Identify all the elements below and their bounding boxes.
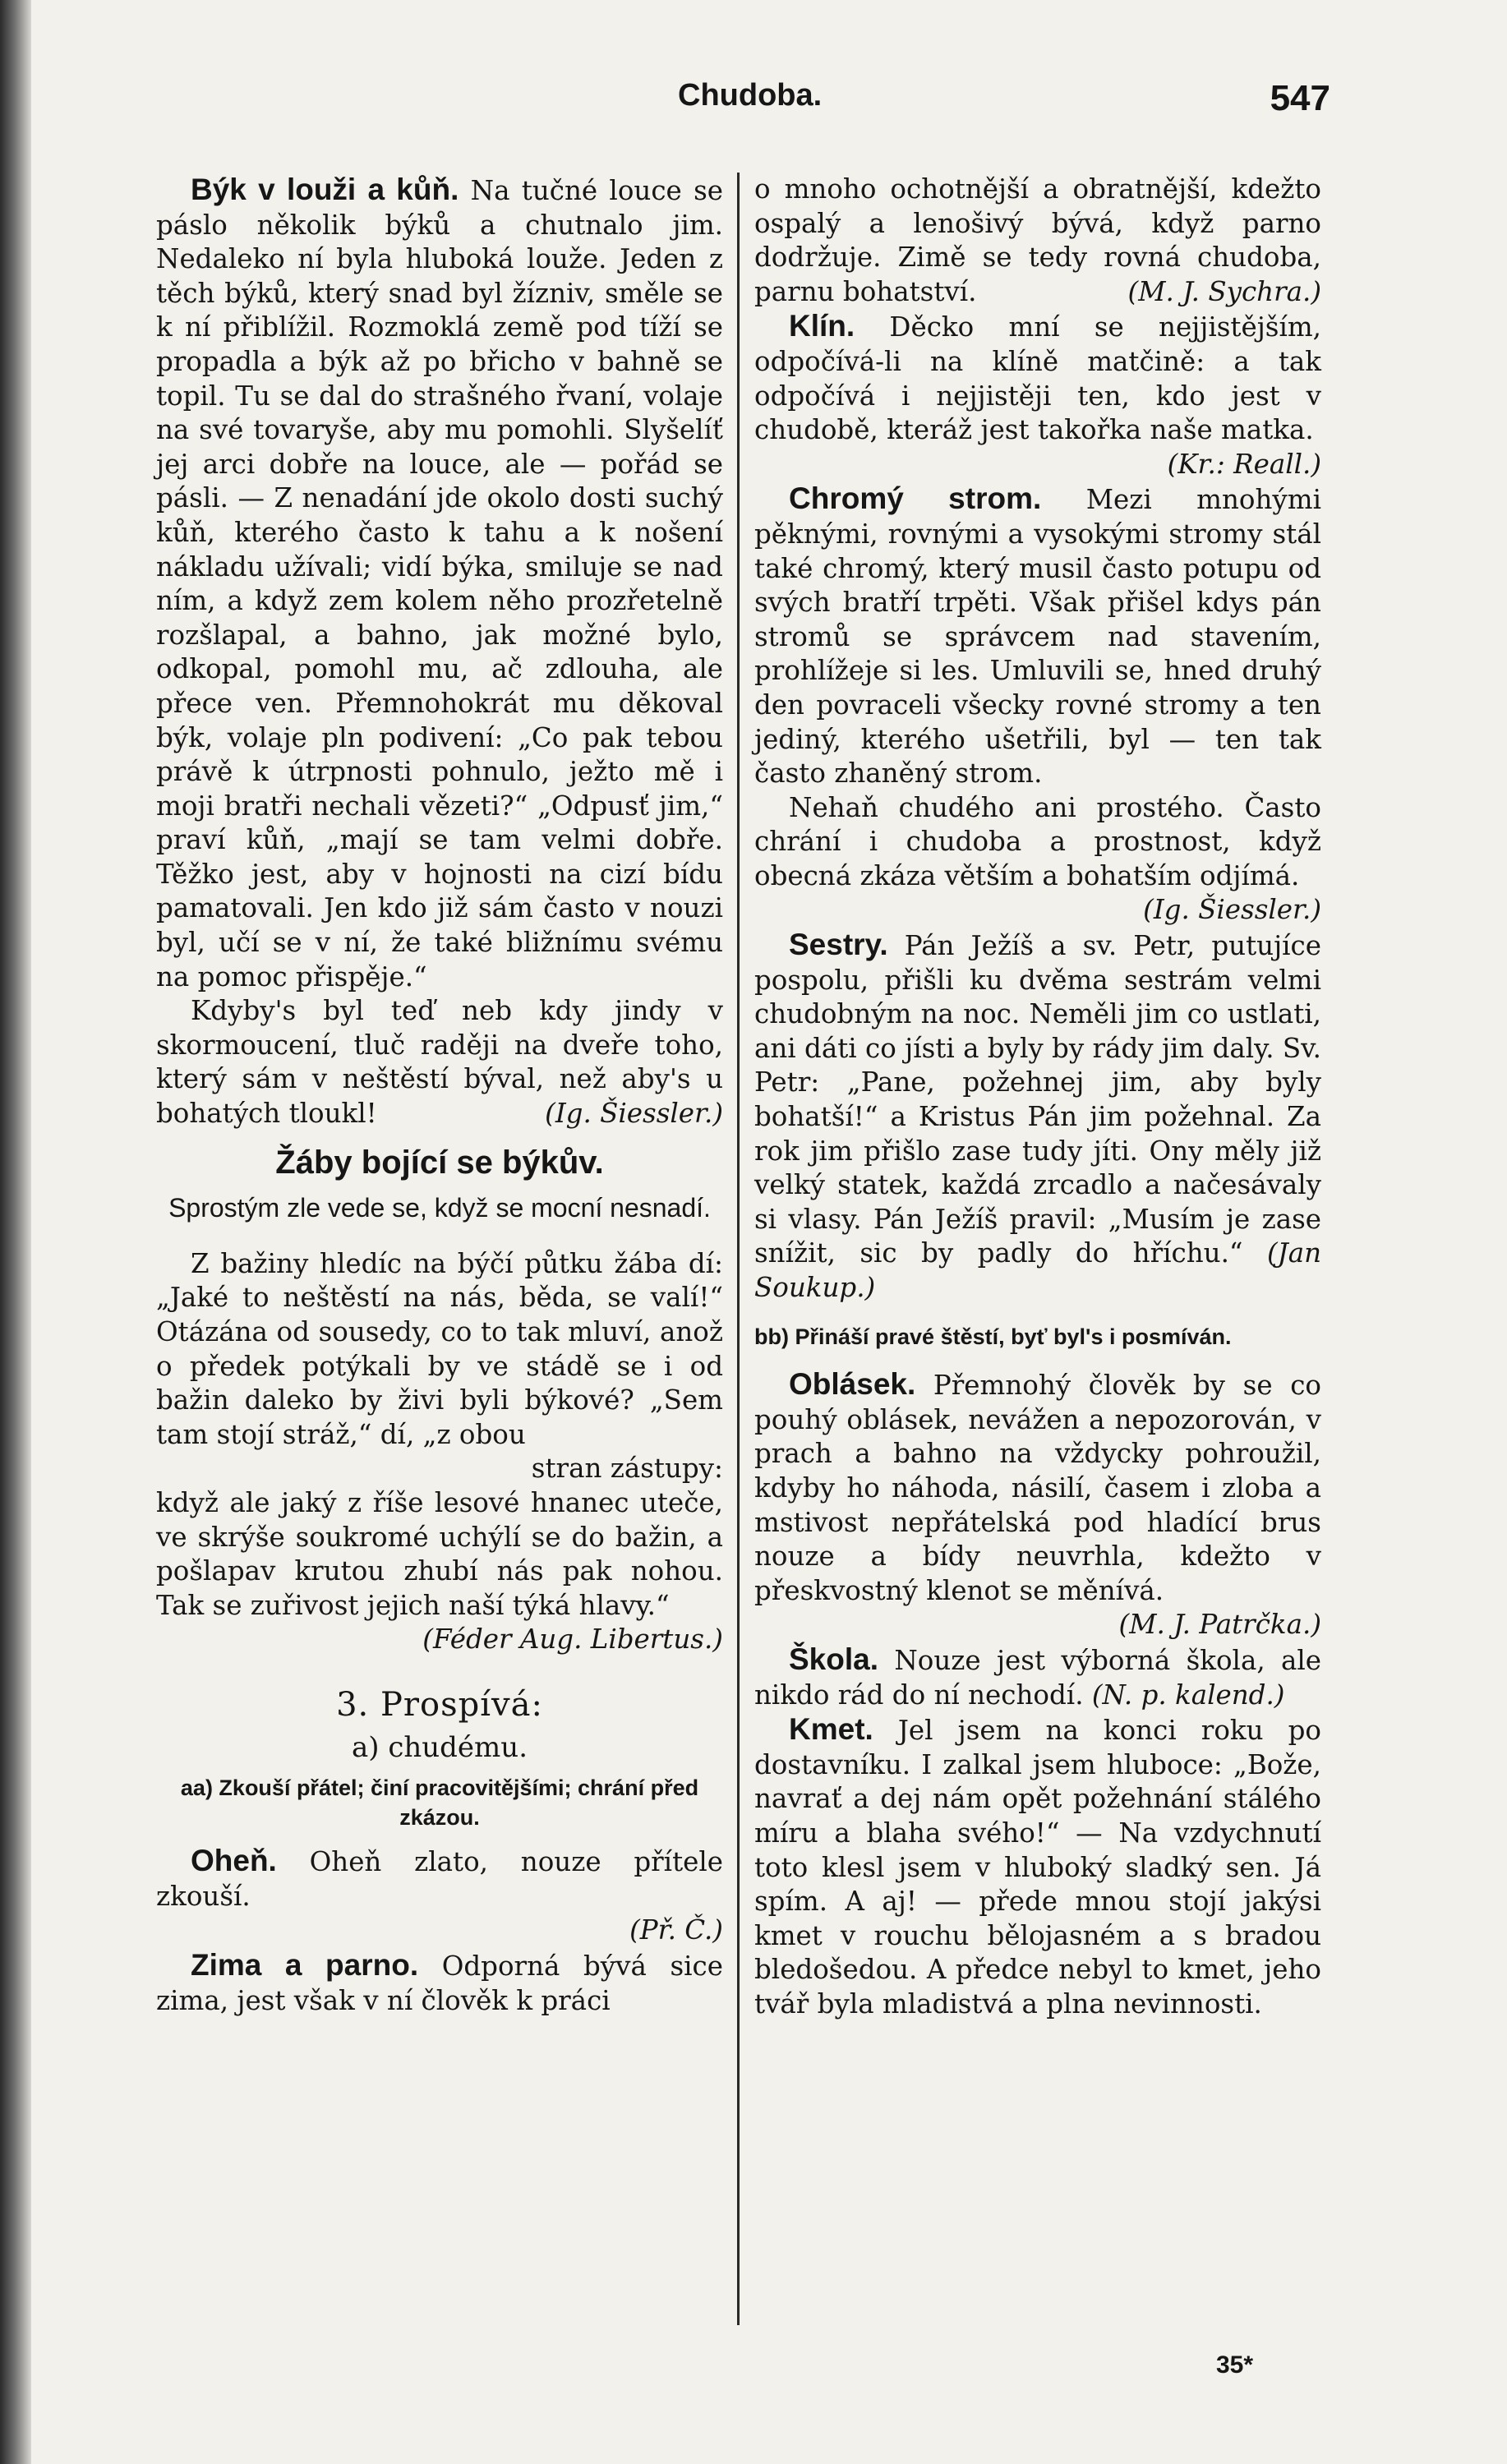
signature-mark: 35* <box>1216 2351 1254 2379</box>
paragraph-moral <box>156 994 723 1131</box>
paragraph-chromy-strom <box>754 481 1321 790</box>
running-header <box>0 78 1507 136</box>
entry-keyword: Klín. <box>789 309 855 343</box>
left-column <box>156 173 723 2018</box>
entry-text: Mezi mnohými pěknými, rovnými a vysokými stromy stál také chromý, který musil často potupu od svých bratří trpěti. Však přišel kdys pán stromů se správcem nad stavením, prohlížeje si les. Umluvili se, hned druhý den povraceli všecky rovné stromy a ten jediný, kterého ušetřili, byl — ten tak často zhaněný strom. <box>754 484 1321 790</box>
right-column <box>754 173 1321 2021</box>
subsubsection-heading: aa) Zkouší přátel; činí pracovitějšími; chrání před zkázou. <box>180 1775 699 1831</box>
entry-text: Na tučné louce se páslo několik býků a chutnalo jim. Nedaleko ní byla hluboká louže. Jeden z těch býků, který snad byl žízniv, směle se k ní přiblížil. Rozmoklá země pod tíží se propadla a býk až po břicho v bahně se topil. Tu se dal do strašného řvaní, volaje na své tovaryše, aby mu pomohli. Slyšelíť jej arci dobře na louce, ale — pořád se pásli. — Z nenadání jde okolo dosti suchý kůň, kterého často k tahu a k nošení nákladu užívali; vidí býka, smiluje se nad ním, a když zem kolem něho prozřetelně rozšlapal, a bahno, jak možné bylo, odkopal, pomohl mu, ač zdlouha, ale přece ven. Přemnohokrát mu děkoval býk, volaje pln podivení: „Co pak tebou právě k útrpnosti pohnulo, ježto mě i moji bratři nechali vězeti?“ „Odpusť jim,“ praví kůň, „mají se tam velmi dobře. Těžko jest, aby v hojnosti na cizí bídu pamatovali. Jen kdo již sám často v nouzi byl, učí se v ní, že také bližnímu svému na pomoc přispěje.“ <box>156 175 723 993</box>
paragraph-byk-v-louzi <box>156 173 723 994</box>
entry-text: o mnoho ochotnější a obratnější, kdežto ospalý a lenošivý bývá, když parno dodržuje. Zimě se tedy rovná chudoba, parnu bohatství. <box>754 173 1321 307</box>
subsubsection-heading: bb) Přináší pravé štěstí, byť byl's i posmíván. <box>754 1324 1232 1349</box>
entry-text: Odporná bývá sice zima, jest však v ní člověk k práci <box>156 1950 723 2016</box>
entry-keyword: Zima a parno. <box>191 1947 419 1982</box>
fable-motto: Sprostým zle vede se, když se mocní nesnadí. <box>168 1193 711 1223</box>
running-title: Chudoba. <box>678 78 823 113</box>
attribution: (M. J. Sychra.) <box>1127 275 1321 307</box>
paragraph-zaby: Z bažiny hledíc na býčí půtku žába dí: „Jaké to neštěstí na nás, běda, se valí!“ Otázána od sousedy, co to tak mluví, anož o předek potýkali by ve stádě se i od bažin daleko by živi byli býkové? „Sem tam stojí stráž,“ dí, „z obou <box>156 1247 723 1450</box>
entry-keyword: Škola. <box>789 1642 878 1676</box>
page-number: 547 <box>1270 78 1330 118</box>
paragraph-ohen <box>156 1844 723 1914</box>
paragraph-zima-a-parno <box>156 1948 723 2018</box>
attribution: (M. J. Patrčka.) <box>1118 1609 1321 1641</box>
section-heading: 3. Prospívá: <box>336 1685 543 1724</box>
paragraph-oblasek <box>754 1367 1321 1608</box>
attribution: (Féder Aug. Libertus.) <box>422 1623 723 1656</box>
entry-text: Oheň zlato, nouze přítele zkouší. <box>156 1846 723 1912</box>
attribution: (Jan Soukup.) <box>754 1237 1321 1303</box>
paragraph-sestry <box>754 928 1321 1306</box>
paragraph-zima-continued <box>754 173 1321 309</box>
entry-text: Přemnohý člověk by se co pouhý oblásek, nevážen a nepozorován, v prach a bahno na vždycky pohroužil, kdyby ho náhoda, násilí, časem i zloba a mstivost nepřátelská pod hladící brus nouze a bídy neuvrhla, kdežto v přeskvostný klenot se měnívá. <box>754 1370 1321 1606</box>
attribution: (Ig. Šiessler.) <box>1143 894 1321 926</box>
paragraph-klin <box>754 309 1321 447</box>
entry-keyword: Oheň. <box>191 1844 277 1878</box>
entry-text: Nouze jest výborná škola, ale nikdo rád do ní nechodí. <box>754 1644 1321 1711</box>
entry-keyword: Kmet. <box>789 1712 873 1747</box>
entry-keyword: Býk v louži a kůň. <box>191 173 459 206</box>
attribution: (Kr.: Reall.) <box>1167 448 1321 480</box>
paragraph-kmet <box>754 1712 1321 2021</box>
paragraph-skola <box>754 1642 1321 1712</box>
verse-line-break: stran zástupy: <box>531 1453 723 1485</box>
entry-text: Jel jsem na konci roku po dostavníku. I zalkal jsem hluboce: „Bože, navrať a dej nám opět požehnání stálého míru a blaha svého!“ — Na vzdychnutí toto klesl jsem v hluboký sladký sen. Já spím. A aj! — přede mnou stojí jakýsi kmet v rouchu bělojasném a s bradou bledošedou. A předce nebyl to kmet, jeho tvář byla mladistvá a plna nevinnosti. <box>754 1715 1321 2020</box>
paragraph-chromy-moral: Nehaň chudého ani prostého. Často chrání i chudoba a prostnost, když obecná zkáza větším a bohatším odjímá. <box>754 791 1321 891</box>
paragraph-zaby-continued: když ale jaký z říše lesové hnanec uteče, ve skrýše soukromé uchýlí se do bažin, a pošlapav krutou zhubí nás pak nohou. Tak se zuřivost jejich naší týká hlavy.“ <box>156 1486 723 1621</box>
entry-text: Děcko mní se nejjistějším, odpočívá-li na klíně matčině: a tak odpočívá i nejjistěji ten, kdo jest v chudobě, kteráž jest takořka naše matka. <box>754 311 1321 446</box>
subsection-heading: a) chudému. <box>351 1730 528 1764</box>
book-spine-edge <box>0 0 31 2464</box>
column-divider <box>737 173 740 2325</box>
attribution: (N. p. kalend.) <box>1091 1679 1285 1711</box>
attribution: (Ig. Šiessler.) <box>545 1098 723 1130</box>
entry-text: Kdyby's byl teď neb kdy jindy v skormoucení, tluč raději na dveře toho, který sám v neštěstí býval, než aby's u bohatých tloukl! <box>156 995 723 1130</box>
attribution: (Př. Č.) <box>629 1914 723 1946</box>
entry-keyword: Sestry. <box>789 928 888 962</box>
entry-text: Pán Ježíš a sv. Petr, putujíce pospolu, přišli ku dvěma sestrám velmi chudobným na noc. Neměli jim co ustlati, ani dáti co jísti a byly by rády jim daly. Sv. Petr: „Pane, požehnej jim, aby byly bohatší!“ a Kristus Pán jim požehnal. Za rok jim přišlo zase tudy jíti. Ony měly již velký statek, každá zrcadlo a načesávaly si vlasy. Pán Ježíš pravil: „Musím je zase snížit, sic by padly do hříchu.“ <box>754 930 1321 1269</box>
fable-heading: Žáby bojící se býkův. <box>275 1144 604 1181</box>
entry-keyword: Chromý strom. <box>789 481 1042 516</box>
entry-keyword: Oblásek. <box>789 1367 916 1402</box>
